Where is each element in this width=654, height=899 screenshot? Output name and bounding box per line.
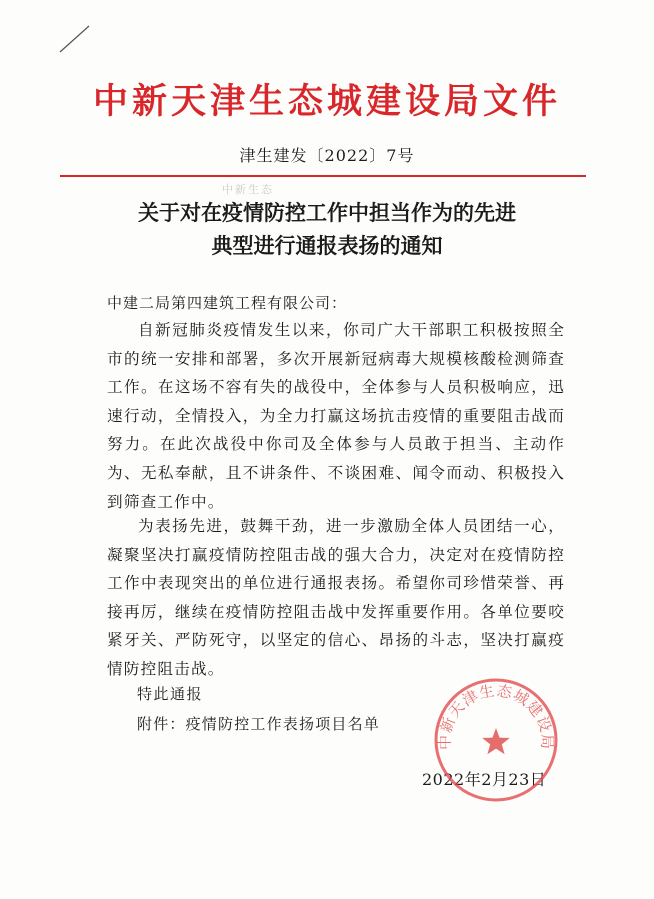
red-divider-line	[60, 175, 586, 177]
official-seal-stamp	[432, 676, 560, 804]
salutation: 中建二局第四建筑工程有限公司：	[107, 294, 348, 312]
seal-star-icon	[482, 728, 510, 754]
body-paragraph-2: 为表扬先进，鼓舞干劲，进一步激励全体人员团结一心，凝聚坚决打赢疫情防控阻击战的强大合力，决定对在疫情防控工作中表现突出的单位进行通报表扬。希望你司珍惜荣誉、再接再厉，继续在疫情防控阻击战中发挥重要作用。各单位要咬紧牙关、严防死守，以坚定的信心、昂扬的斗志，坚决打赢疫情防控阻击战。	[107, 517, 565, 678]
attachment-line: 附件：疫情防控工作表扬项目名单	[137, 715, 381, 733]
closing-line: 特此通报	[137, 685, 204, 703]
body-paragraph-1: 自新冠肺炎疫情发生以来，你司广大干部职工积极按照全市的统一安排和部署，多次开展新冠病毒大规模核酸检测筛查工作。在这场不容有失的战役中，全体参与人员积极响应，迅速行动，全情投入，为全力打赢这场抗击疫情的重要阻击战而努力。在此次战役中你司及全体参与人员敢于担当、主动作为、无私奉献，且不讲条件、不谈困难、闻令而动、积极投入到筛查工作中。	[107, 321, 565, 511]
issue-date: 2022年2月23日	[422, 770, 547, 789]
document-number: 津生建发〔2022〕7号	[239, 146, 415, 165]
issuer-header-title: 中新天津生态城建设局文件	[92, 82, 561, 122]
faint-bleed-through-text: 中新生态	[222, 183, 274, 196]
notice-title-line-2: 典型进行通报表扬的通知	[211, 233, 443, 258]
seal-text: 中新天津生态城建设局	[435, 681, 557, 751]
pen-stroke-mark	[58, 22, 92, 56]
notice-title-line-1: 关于对在疫情防控工作中担当作为的先进	[138, 200, 516, 225]
